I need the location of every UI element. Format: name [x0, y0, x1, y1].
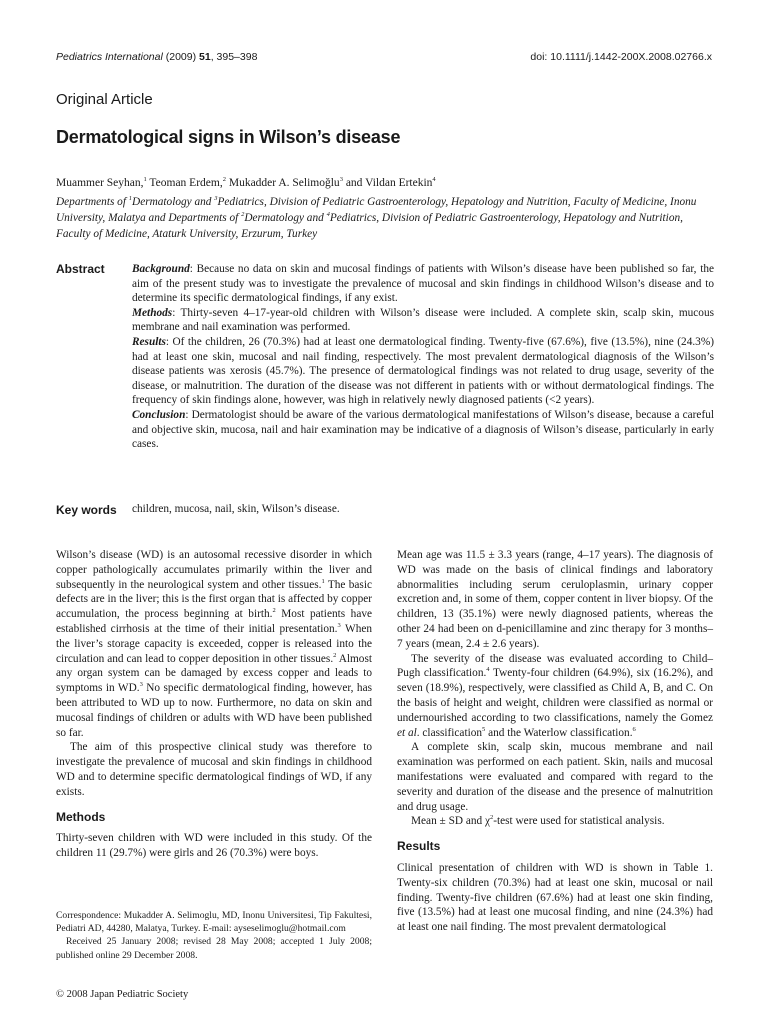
- abstract-label: Abstract: [56, 262, 105, 276]
- journal-year: (2009): [165, 51, 197, 63]
- body-paragraph: [397, 740, 713, 814]
- correspondence-text: Correspondence: Mukadder A. Selimoglu, MD, Inonu Universitesi, Tip Fakultesi, Pediatri AD, 44280, Malatya, Turkey. E-mail: ayseselimoglu@hotmail.com: [56, 910, 372, 935]
- article-type: Original Article: [56, 91, 153, 108]
- body-paragraph: [397, 652, 713, 741]
- abstract-section-heading: Background: [132, 263, 190, 275]
- author-affiliation-mark: 4: [432, 176, 436, 184]
- author-name: Teoman Erdem,: [146, 177, 223, 189]
- text-run: When the liver’s storage capacity is exceeded, copper is released into the circulation and can lead to copper deposition in other tissues.: [56, 622, 373, 665]
- affiliations: [56, 194, 716, 242]
- article-title: Dermatological signs in Wilson’s disease: [56, 127, 401, 147]
- affiliation-mark: 3: [214, 195, 218, 203]
- text-run: . classification: [416, 726, 483, 739]
- author-affiliation-mark: 3: [339, 176, 343, 184]
- received-dates: Received 25 January 2008; revised 28 May 2008; accepted 1 July 2008; published online 29 December 2008.: [56, 936, 372, 961]
- body-paragraph: [397, 814, 713, 829]
- author-affiliation-mark: 1: [143, 176, 147, 184]
- text-run: Almost any organ system can be damaged by excess copper and leads to symptoms in WD.: [56, 652, 372, 695]
- body-column-right: [397, 548, 713, 935]
- affiliation-mark: 2: [241, 211, 245, 219]
- text-run: Clinical presentation of children with WD is shown in Table 1. Twenty-six children (70.3%) had at least one skin, mucosal or nail finding. Twenty-five children (67.6%) had at least one skin finding, five (13.5%) had at least one mucosal finding, and nine (24.3%) had at least one nail finding. The most prevalent dermatological: [397, 861, 713, 934]
- abstract-section-text: : Thirty-seven 4–17-year-old children with Wilson’s disease were included. A complete skin, scalp skin, mucous membrane and nail examination was performed.: [132, 306, 714, 334]
- abstract-section-text: : Dermatologist should be aware of the various dermatological manifestations of Wilson’s disease, because a careful and objective skin, mucosa, nail and hair examination may be indicative of a diagnosis of Wilson’s disease, particularly in early cases.: [132, 408, 714, 451]
- reference-mark: 3: [139, 681, 143, 689]
- keywords-text: children, mucosa, nail, skin, Wilson’s disease.: [132, 503, 340, 515]
- abstract-section: [132, 262, 714, 306]
- text-run: and the Waterlow classification.: [485, 726, 633, 739]
- reference-mark: 5: [482, 725, 486, 733]
- journal-pages: , 395–398: [210, 51, 258, 63]
- affiliation-mark: 1: [128, 195, 133, 203]
- abstract-body: [132, 262, 714, 452]
- section-heading: Methods: [56, 809, 106, 824]
- abstract-section: [132, 335, 714, 408]
- reference-mark: 6: [632, 725, 636, 733]
- affiliation-text: Pediatrics, Division of Pediatric Gastroenterology, Hepatology and Nutrition, Faculty of Medicine, Ataturk University, Erzurum, Turkey: [56, 212, 683, 240]
- author-affiliation-mark: 2: [222, 176, 226, 184]
- text-run: A complete skin, scalp skin, mucous membrane and nail examination was performed on each patient. Skin, nails and mucosal manifestations were evaluated and compared with regard to the severity and duration of the disease and the presence of malnutrition and drug usage.: [397, 741, 713, 813]
- affiliation-text: Dermatology and: [132, 196, 215, 208]
- author-list: [56, 177, 436, 189]
- text-run: The severity of the disease was evaluated according to Child–Pugh classification.: [397, 652, 713, 680]
- reference-mark: 1: [321, 577, 325, 585]
- reference-mark: 2: [333, 651, 337, 659]
- text-run: Most patients have established cirrhosis at the time of their initial presentation.: [56, 608, 372, 635]
- abstract-section-heading: Methods: [132, 306, 173, 319]
- reference-mark: 2: [490, 814, 494, 822]
- abstract-section-text: : Because no data on skin and mucosal findings of patients with Wilson’s disease have been published so far, the aim of the present study was to investigate the prevalence of mucosal and skin findings in childhood Wilson’s disease and to determine its specific dermatological findings, if any exist.: [132, 263, 714, 305]
- abstract-section-heading: Results: [132, 335, 166, 348]
- doi[interactable]: doi: 10.1111/j.1442-200X.2008.02766.x: [530, 51, 712, 63]
- body-paragraph: [56, 548, 372, 740]
- abstract-section-heading: Conclusion: [132, 408, 186, 421]
- section-heading: Results: [397, 839, 441, 854]
- affiliation-mark: 4: [326, 211, 330, 219]
- body-paragraph: [56, 740, 372, 799]
- text-run: Wilson’s disease (WD) is an autosomal recessive disorder in which copper pathologically accumulates primarily within the liver and subsequently in the neurological system and other tissues.: [56, 549, 372, 591]
- abstract-section: [132, 306, 714, 335]
- correspondence-footnote: [56, 909, 372, 962]
- body-paragraph: [56, 831, 372, 861]
- affiliation-text: Dermatology and: [244, 212, 327, 224]
- author-name: Mukadder A. Selimoğlu: [225, 177, 340, 189]
- text-run: Twenty-four children (64.9%), six (16.2%), and seven (18.9%), respectively, were classified as Child A, B, and C. On the basis of height and weight, children were classified as normal or undernourished according to two classifications, namely the Gomez: [397, 667, 714, 724]
- affiliation-text: Departments of: [56, 196, 129, 208]
- text-run: -test were used for statistical analysis.: [493, 815, 665, 828]
- text-run: The basic defects are in the liver; this is the first organ that is affected by copper accumulation, the process beginning at birth.: [56, 578, 372, 621]
- body-paragraph: [397, 861, 713, 935]
- author-name: Muammer Seyhan,: [56, 177, 144, 189]
- text-run: Thirty-seven children with WD were included in this study. Of the children 11 (29.7%) were girls and 26 (70.3%) were boys.: [56, 832, 372, 860]
- text-run: No specific dermatological finding, however, has been attributed to WD up to now. Furthermore, no data on skin and mucosal findings of children or adults with WD have been published so far.: [56, 682, 372, 739]
- body-paragraph: [397, 548, 713, 652]
- text-run: Mean ± SD and χ: [411, 815, 490, 828]
- keywords-label: Key words: [56, 503, 117, 517]
- journal-name: Pediatrics International: [56, 51, 163, 63]
- body-column-left: [56, 548, 372, 861]
- abstract-section-text: : Of the children, 26 (70.3%) had at least one dermatological finding. Twenty-five (67.6%), five (13.5%), nine (24.3%) had at least one skin, mucosal and nail finding, respectively. The most prevalent dermatological diagnosis of the Wilson’s disease patients was xerosis (45.7%). The presence of dermatological findings was not related to drug usage, severity of the disease, or malnutrition. The duration of the disease was not different in patients with or without dermatological findings. The frequency of skin findings alone, however, was high in relatively newly diagnosed patients (<2 years).: [132, 335, 714, 407]
- journal-citation: [56, 51, 257, 63]
- abstract-section: [132, 408, 714, 452]
- affiliation-text: Pediatrics, Division of Pediatric Gastroenterology, Hepatology and Nutrition, Faculty of Medicine, Inonu University, Malatya and Departments of: [56, 196, 697, 224]
- text-run: Mean age was 11.5 ± 3.3 years (range, 4–17 years). The diagnosis of WD was made on the basis of clinical findings and laboratory abnormalities including serum ceruloplasmin, urinary copper excretion and, in some of them, copper content in liver biopsy. Of the children, 13 (35.1%) were newly diagnosed patients, whereas the other 24 had been on d-penicillamine and zinc therapy for 3 months–7 years (mean, 2.4 ± 2.6 years).: [397, 549, 713, 650]
- journal-volume: 51: [199, 51, 211, 63]
- italic-run: et al: [397, 726, 417, 739]
- reference-mark: 3: [337, 622, 341, 630]
- text-run: The aim of this prospective clinical study was therefore to investigate the prevalence of mucosal and skin findings in childhood WD and to determine specific dermatological findings of WD, if any exists.: [56, 741, 372, 798]
- author-name: and Vildan Ertekin: [342, 177, 433, 189]
- reference-mark: 2: [272, 607, 276, 615]
- copyright-notice: © 2008 Japan Pediatric Society: [56, 989, 189, 1000]
- reference-mark: 4: [486, 666, 490, 674]
